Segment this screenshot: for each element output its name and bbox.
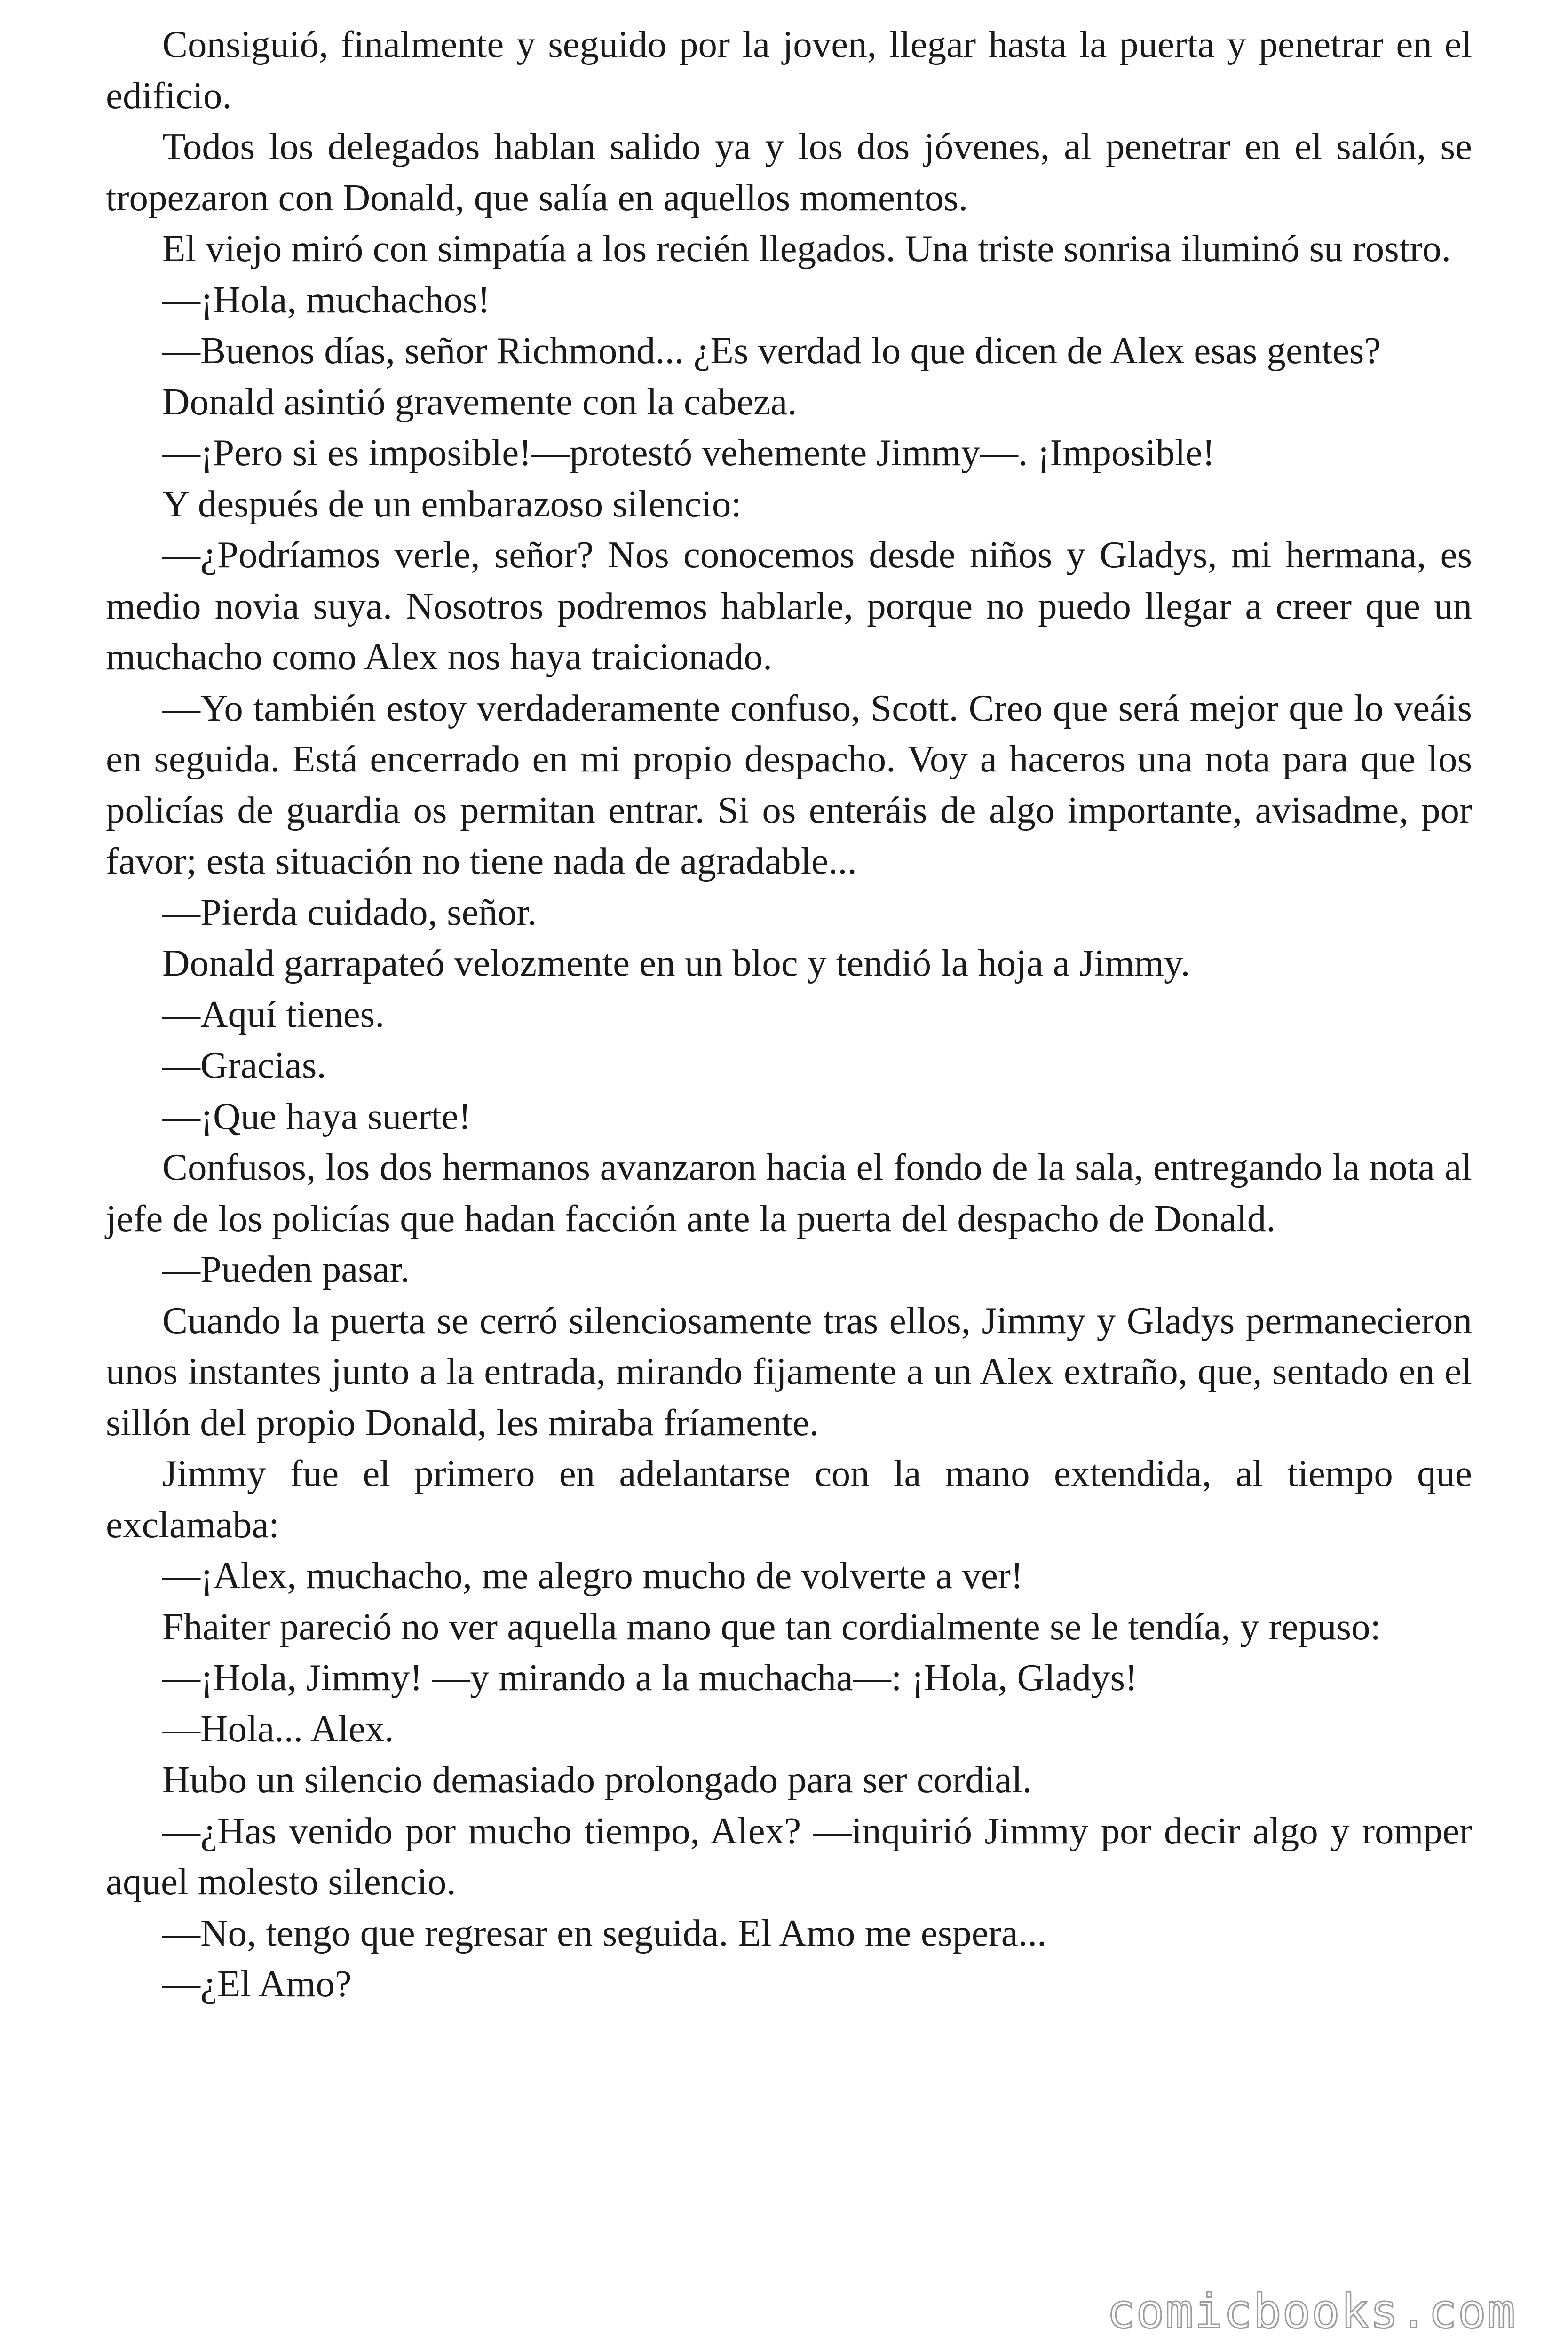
paragraph: Donald garrapateó velozmente en un bloc y tendió la hoja a Jimmy.: [162, 942, 1190, 984]
paragraph: —Gracias.: [162, 1044, 326, 1086]
paragraph: Todos los delegados hablan salido ya y los dos jóvenes, al penetrar en el salón, se tropezaron con Donald, que salía en aquellos momentos.: [106, 125, 1472, 219]
paragraph: —¡Alex, muchacho, me alegro mucho de volverte a ver!: [162, 1554, 1023, 1597]
paragraph: Fhaiter pareció no ver aquella mano que tan cordialmente se le tendía, y repuso:: [162, 1605, 1381, 1648]
paragraph: —¡Que haya suerte!: [162, 1095, 471, 1137]
paragraph: —Pierda cuidado, señor.: [162, 890, 537, 933]
book-page-text: [106, 19, 1472, 2010]
paragraph: —¿El Amo?: [162, 1963, 352, 2005]
paragraph: —¿Has venido por mucho tiempo, Alex? —inquirió Jimmy por decir algo y romper aquel molesto silencio.: [106, 1809, 1472, 1903]
paragraph: Confusos, los dos hermanos avanzaron hacia el fondo de la sala, entregando la nota al jefe de los policías que hadan facción ante la puerta del despacho de Donald.: [106, 1146, 1472, 1240]
paragraph: —¡Pero si es imposible!—protestó vehemente Jimmy—. ¡Imposible!: [162, 431, 1215, 474]
watermark: comicbooks.com: [1107, 2284, 1516, 2339]
paragraph: —Buenos días, señor Richmond... ¿Es verdad lo que dicen de Alex esas gentes?: [162, 329, 1381, 372]
paragraph: El viejo miró con simpatía a los recién llegados. Una triste sonrisa iluminó su rostro.: [162, 227, 1451, 270]
paragraph: —Aquí tienes.: [162, 993, 385, 1035]
paragraph: Donald asintió gravemente con la cabeza.: [162, 380, 797, 423]
paragraph: Cuando la puerta se cerró silenciosamente tras ellos, Jimmy y Gladys permanecieron unos instantes junto a la entrada, mirando fijamente a un Alex extraño, que, sentado en el sillón del propio Donald, les miraba fríamente.: [106, 1299, 1472, 1444]
paragraph: —Yo también estoy verdaderamente confuso, Scott. Creo que será mejor que lo veáis en seguida. Está encerrado en mi propio despacho. Voy a haceros una nota para que los policías de guardia os permitan entrar. Si os enteráis de algo importante, avisadme, por favor; esta situación no tiene nada de agradable...: [106, 686, 1472, 882]
paragraph: —Pueden pasar.: [162, 1248, 410, 1290]
paragraph: Y después de un embarazoso silencio:: [162, 482, 742, 525]
paragraph: —Hola... Alex.: [162, 1707, 394, 1750]
paragraph: —No, tengo que regresar en seguida. El Amo me espera...: [162, 1911, 1047, 1954]
paragraph: Hubo un silencio demasiado prolongado para ser cordial.: [162, 1758, 1032, 1801]
paragraph: Jimmy fue el primero en adelantarse con la mano extendida, al tiempo que exclamaba:: [106, 1452, 1472, 1546]
paragraph: —¿Podríamos verle, señor? Nos conocemos desde niños y Gladys, mi hermana, es medio novia suya. Nosotros podremos hablarle, porque no puedo llegar a creer que un muchacho como Alex nos haya traicionado.: [106, 533, 1472, 678]
paragraph: Consiguió, finalmente y seguido por la joven, llegar hasta la puerta y penetrar en el edificio.: [106, 23, 1472, 117]
paragraph: —¡Hola, muchachos!: [162, 278, 491, 321]
paragraph: —¡Hola, Jimmy! —y mirando a la muchacha—: ¡Hola, Gladys!: [162, 1656, 1138, 1699]
